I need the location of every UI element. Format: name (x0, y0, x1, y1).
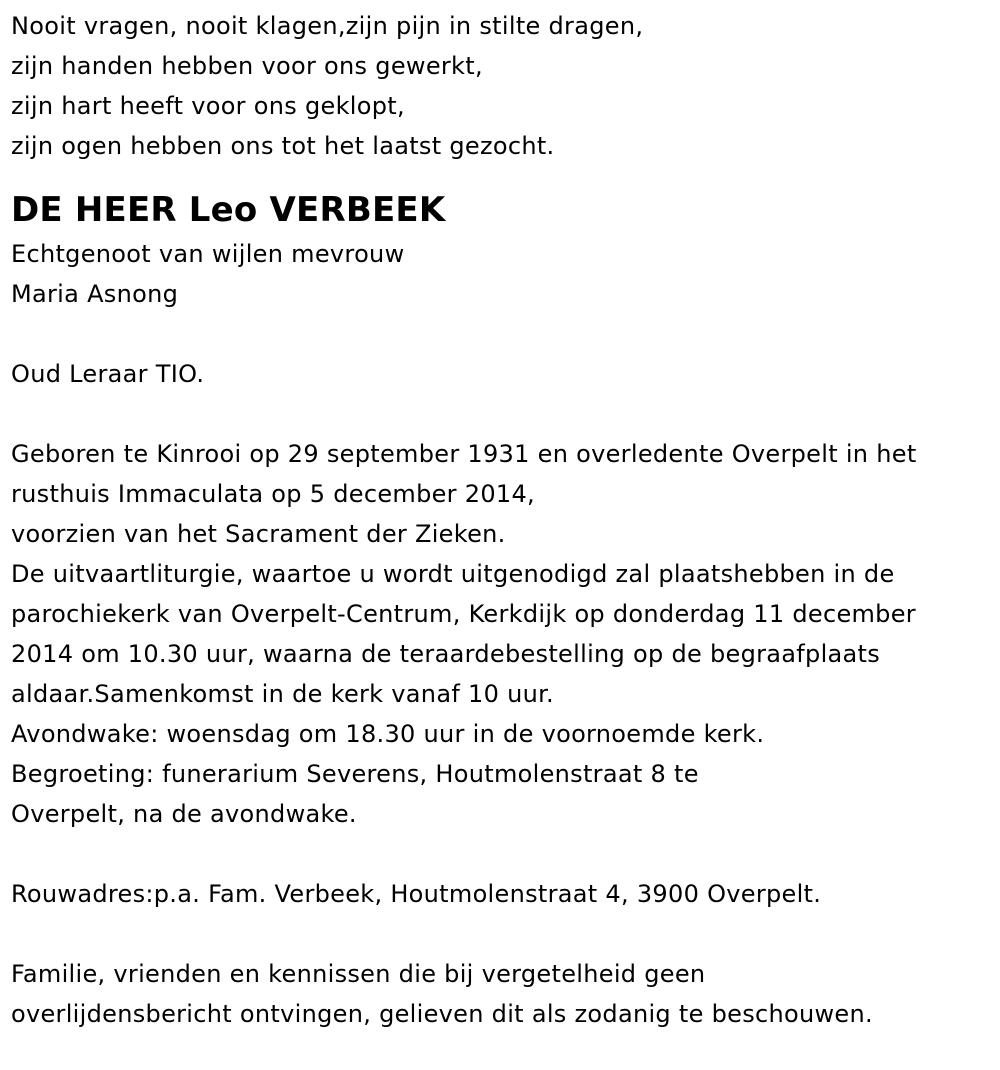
details-line: rusthuis Immaculata op 5 december 2014, (11, 480, 535, 508)
spacer (11, 394, 991, 434)
details-paragraph (11, 434, 991, 834)
spacer (11, 834, 991, 874)
details-line: Geboren te Kinrooi op 29 september 1931 en overledente Overpelt in het (11, 440, 917, 468)
poem-line: zijn hart heeft voor ons geklopt, (11, 92, 405, 120)
occupation: Oud Leraar TIO. (11, 360, 205, 388)
poem-line: zijn ogen hebben ons tot het laatst gezocht. (11, 132, 555, 160)
spouse-line: Echtgenoot van wijlen mevrouw (11, 240, 405, 268)
closing-line: overlijdensbericht ontvingen, gelieven dit als zodanig te beschouwen. (11, 1000, 873, 1028)
spouse-info (11, 234, 991, 314)
details-line: parochiekerk van Overpelt-Centrum, Kerkdijk op donderdag 11 december (11, 600, 916, 628)
details-line: voorzien van het Sacrament der Zieken. (11, 520, 506, 548)
details-line: Overpelt, na de avondwake. (11, 800, 357, 828)
closing-paragraph (11, 954, 991, 1034)
poem-line: zijn handen hebben voor ons gewerkt, (11, 52, 483, 80)
poem-line: Nooit vragen, nooit klagen,zijn pijn in stilte dragen, (11, 12, 644, 40)
poem (11, 6, 991, 166)
details-line: 2014 om 10.30 uur, waarna de teraardebestelling op de begraafplaats (11, 640, 881, 668)
details-line: Avondwake: woensdag om 18.30 uur in de voornoemde kerk. (11, 720, 765, 748)
obituary-notice (11, 6, 991, 1034)
mourning-address: Rouwadres:p.a. Fam. Verbeek, Houtmolenstraat 4, 3900 Overpelt. (11, 880, 822, 908)
spacer (11, 314, 991, 354)
spacer (11, 914, 991, 954)
spouse-line: Maria Asnong (11, 280, 179, 308)
details-line: aldaar.Samenkomst in de kerk vanaf 10 uur. (11, 680, 554, 708)
closing-line: Familie, vrienden en kennissen die bij vergetelheid geen (11, 960, 706, 988)
details-line: De uitvaartliturgie, waartoe u wordt uitgenodigd zal plaatshebben in de (11, 560, 895, 588)
deceased-name: DE HEER Leo VERBEEK (11, 190, 446, 230)
details-line: Begroeting: funerarium Severens, Houtmolenstraat 8 te (11, 760, 699, 788)
